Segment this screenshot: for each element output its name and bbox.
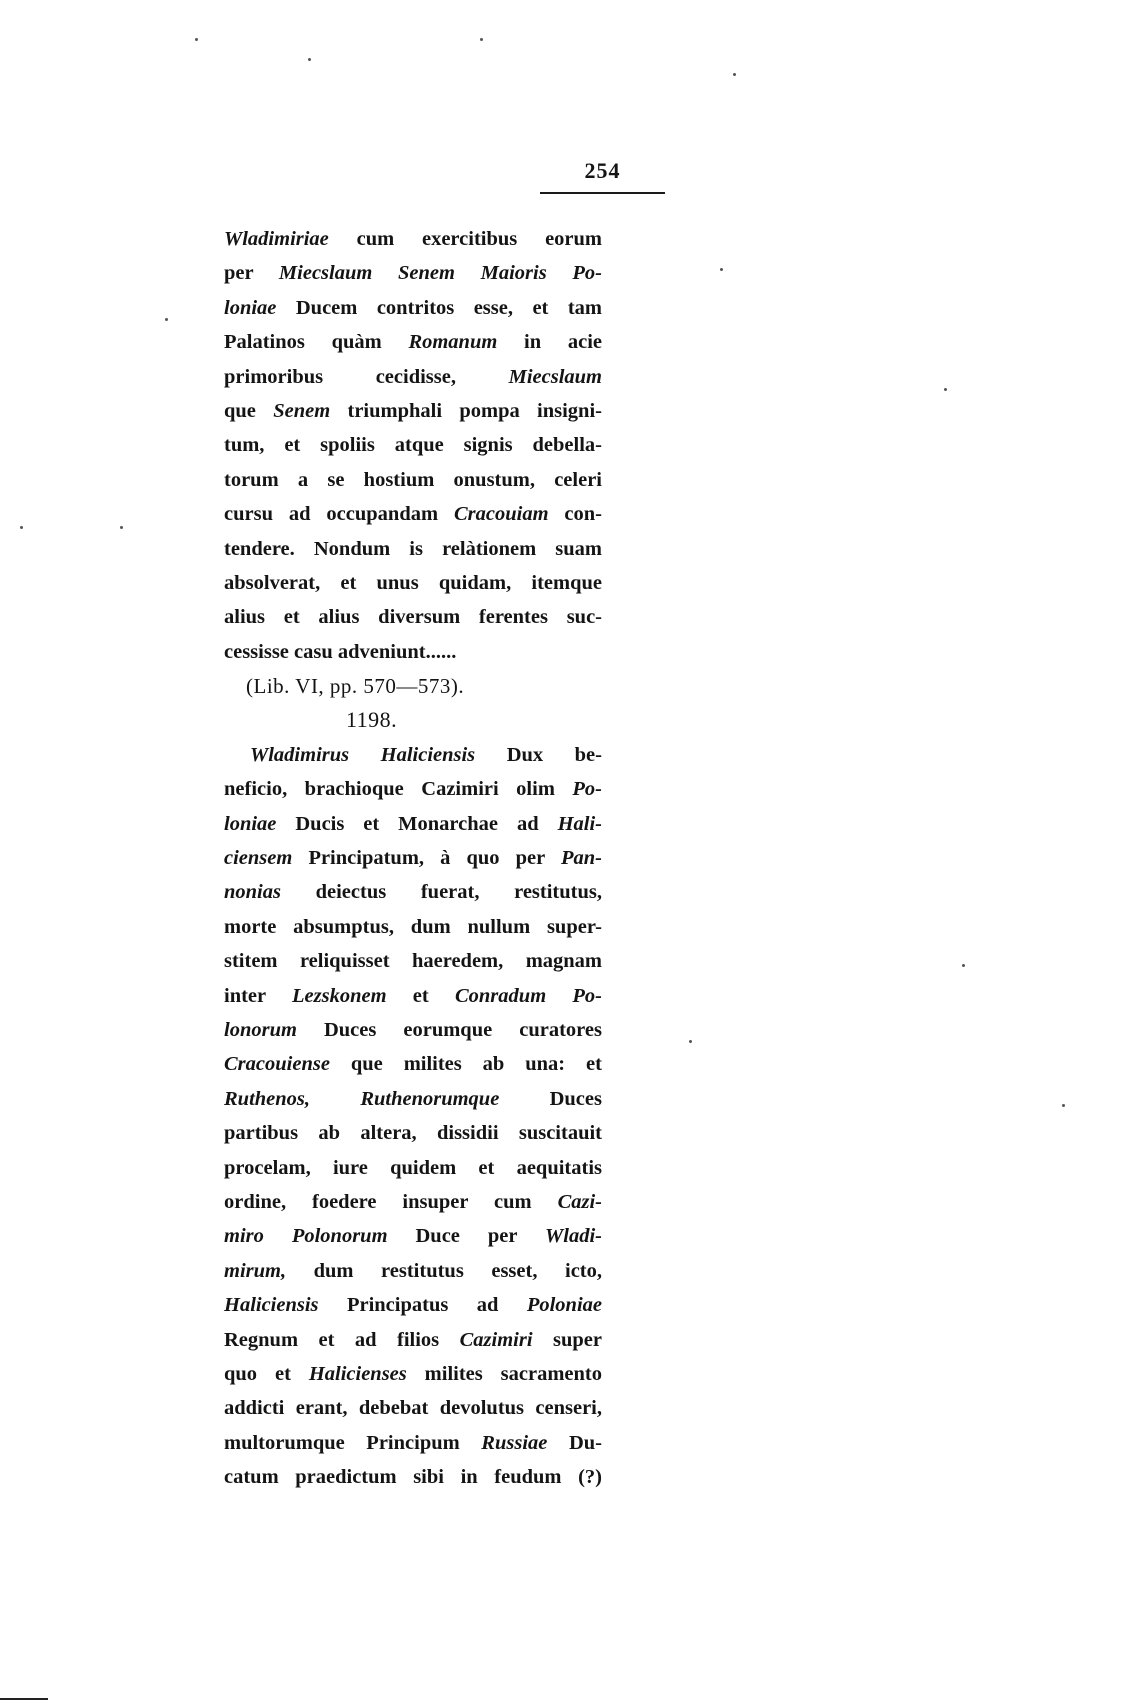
text-line bbox=[224, 1254, 602, 1288]
text-line bbox=[224, 463, 602, 497]
italic-text: Wladimirus Haliciensis bbox=[250, 743, 476, 766]
text-span: in acie bbox=[497, 331, 602, 354]
text-line bbox=[224, 532, 602, 566]
text-line bbox=[224, 1426, 602, 1460]
text-line bbox=[224, 1219, 602, 1253]
italic-text: Wladimiriae bbox=[224, 228, 329, 250]
text-span: addicti erant, debebat devolutus censeri, bbox=[224, 1397, 602, 1420]
scan-speck bbox=[195, 38, 198, 41]
text-span: inter bbox=[224, 984, 293, 1007]
scan-speck bbox=[120, 526, 123, 529]
italic-text: Conradum Po- bbox=[454, 984, 602, 1007]
text-span: Du- bbox=[547, 1431, 602, 1454]
text-span: Duce per bbox=[387, 1225, 546, 1248]
text-line bbox=[224, 1460, 602, 1494]
text-line bbox=[224, 1116, 602, 1150]
page-number: 254 bbox=[584, 158, 621, 183]
text-span: morte absumptus, dum nullum super- bbox=[224, 915, 602, 938]
text-line bbox=[224, 1323, 602, 1357]
text-line bbox=[224, 497, 602, 531]
text-line bbox=[224, 325, 602, 359]
text-span: tum, et spoliis atque signis debella- bbox=[224, 434, 602, 457]
footer-rule bbox=[0, 1698, 48, 1700]
italic-text: ciensem bbox=[224, 847, 293, 870]
scan-speck bbox=[165, 318, 168, 321]
italic-text: miro Polonorum bbox=[224, 1225, 388, 1248]
text-line bbox=[224, 910, 602, 944]
text-span: dum restitutus esset, icto, bbox=[286, 1259, 602, 1282]
text-span: con- bbox=[548, 503, 602, 526]
text-line bbox=[224, 944, 602, 978]
text-span: quo et bbox=[224, 1362, 309, 1385]
text-span: triumphali pompa insigni- bbox=[330, 399, 602, 422]
text-line bbox=[224, 841, 602, 875]
text-span: (Lib. VI, pp. 570—573). bbox=[246, 674, 465, 699]
text-line bbox=[224, 1391, 602, 1425]
italic-text: Pan- bbox=[561, 847, 602, 870]
italic-text: Haliciensis bbox=[224, 1294, 319, 1317]
text-line bbox=[224, 979, 602, 1013]
text-line bbox=[224, 1047, 602, 1081]
scan-speck bbox=[480, 38, 483, 41]
text-line bbox=[224, 772, 602, 806]
text-span: Duces bbox=[499, 1087, 602, 1110]
text-span: alius et alius diversum ferentes suc- bbox=[224, 606, 602, 629]
text-span: tendere. Nondum is relàtionem suam bbox=[224, 537, 602, 560]
italic-text: Romanum bbox=[408, 331, 498, 354]
text-span: neficio, brachioque Cazimiri olim bbox=[224, 778, 573, 801]
text-line bbox=[224, 703, 602, 737]
italic-text: Wladi- bbox=[545, 1225, 602, 1248]
header-rule bbox=[540, 192, 665, 194]
italic-text: mirum, bbox=[224, 1259, 287, 1282]
scan-speck bbox=[1062, 1104, 1065, 1107]
italic-text: Po- bbox=[572, 778, 602, 801]
text-span: cursu ad occupandam bbox=[224, 503, 454, 526]
scan-speck bbox=[962, 964, 965, 967]
italic-text: Hali- bbox=[557, 812, 602, 835]
italic-text: Poloniae bbox=[526, 1294, 602, 1317]
italic-text: Cracouiam bbox=[453, 503, 549, 526]
italic-text: Cazimiri bbox=[459, 1328, 533, 1351]
text-span: absolverat, et unus quidam, itemque bbox=[224, 571, 602, 594]
scan-speck bbox=[944, 388, 947, 391]
italic-text: Miecslaum Senem Maioris Po- bbox=[278, 262, 602, 285]
text-span: Principatum, à quo per bbox=[292, 847, 561, 870]
italic-text: Halicienses bbox=[308, 1362, 407, 1385]
italic-text: nonias bbox=[224, 881, 281, 904]
scan-speck bbox=[308, 58, 311, 61]
text-line bbox=[224, 738, 602, 772]
text-line bbox=[224, 428, 602, 462]
scan-speck bbox=[20, 526, 23, 529]
text-span: Duces eorumque curatores bbox=[296, 1018, 602, 1041]
text-span: que milites ab una: et bbox=[329, 1053, 602, 1076]
text-line bbox=[224, 566, 602, 600]
italic-text: Cazi- bbox=[557, 1190, 602, 1213]
text-line bbox=[224, 222, 602, 256]
text-line bbox=[224, 360, 602, 394]
text-span: torum a se hostium onustum, celeri bbox=[224, 468, 602, 491]
text-line bbox=[224, 635, 602, 669]
text-span: per bbox=[224, 262, 279, 285]
italic-text: lonorum bbox=[224, 1018, 297, 1041]
text-span: catum praedictum sibi in feudum (?) bbox=[224, 1466, 602, 1489]
text-span: Ducem contritos esse, et tam bbox=[276, 296, 602, 319]
scan-speck bbox=[733, 73, 736, 76]
italic-text: Miecslaum bbox=[508, 365, 602, 388]
scan-speck bbox=[720, 268, 723, 271]
text-span: 1198. bbox=[346, 707, 398, 733]
text-line bbox=[224, 1288, 602, 1322]
italic-text: Russiae bbox=[481, 1431, 548, 1454]
text-span: procelam, iure quidem et aequitatis bbox=[224, 1156, 602, 1179]
italic-text: Lezskonem bbox=[292, 984, 387, 1007]
italic-text: loniae bbox=[224, 812, 277, 835]
italic-text: Ruthenos, Ruthenorumque bbox=[224, 1087, 500, 1110]
text-line bbox=[224, 807, 602, 841]
text-span: que bbox=[224, 399, 274, 422]
text-span: ordine, foedere insuper cum bbox=[224, 1190, 558, 1213]
text-span: milites sacramento bbox=[406, 1362, 602, 1385]
text-span: super bbox=[532, 1328, 602, 1351]
italic-text: Senem bbox=[273, 399, 331, 422]
text-line bbox=[224, 1185, 602, 1219]
text-span: Regnum et ad filios bbox=[224, 1328, 460, 1351]
text-span: partibus ab altera, dissidii suscitauit bbox=[224, 1122, 602, 1145]
text-line bbox=[224, 1151, 602, 1185]
text-span: cum exercitibus eorum bbox=[328, 228, 602, 250]
scan-speck bbox=[689, 1040, 692, 1043]
text-span: cessisse casu adveniunt...... bbox=[224, 640, 457, 663]
text-line bbox=[224, 394, 602, 428]
text-span: Palatinos quàm bbox=[224, 331, 409, 354]
text-line bbox=[224, 1357, 602, 1391]
text-span: stitem reliquisset haeredem, magnam bbox=[224, 950, 602, 973]
text-line bbox=[224, 600, 602, 634]
text-span: deiectus fuerat, restitutus, bbox=[280, 881, 602, 904]
text-span: Dux be- bbox=[475, 743, 602, 766]
text-line bbox=[224, 669, 602, 703]
text-span: Ducis et Monarchae ad bbox=[276, 812, 558, 835]
text-line bbox=[224, 1082, 602, 1116]
text-line bbox=[224, 291, 602, 325]
text-line bbox=[224, 1013, 602, 1047]
italic-text: loniae bbox=[224, 296, 277, 319]
text-span: Principatus ad bbox=[318, 1294, 527, 1317]
text-span: multorumque Principum bbox=[224, 1431, 482, 1454]
body-text bbox=[224, 222, 602, 1494]
text-line bbox=[224, 875, 602, 909]
text-line bbox=[224, 256, 602, 290]
italic-text: Cracouiense bbox=[224, 1053, 330, 1076]
text-span: primoribus cecidisse, bbox=[224, 365, 509, 388]
text-span: et bbox=[386, 984, 455, 1007]
